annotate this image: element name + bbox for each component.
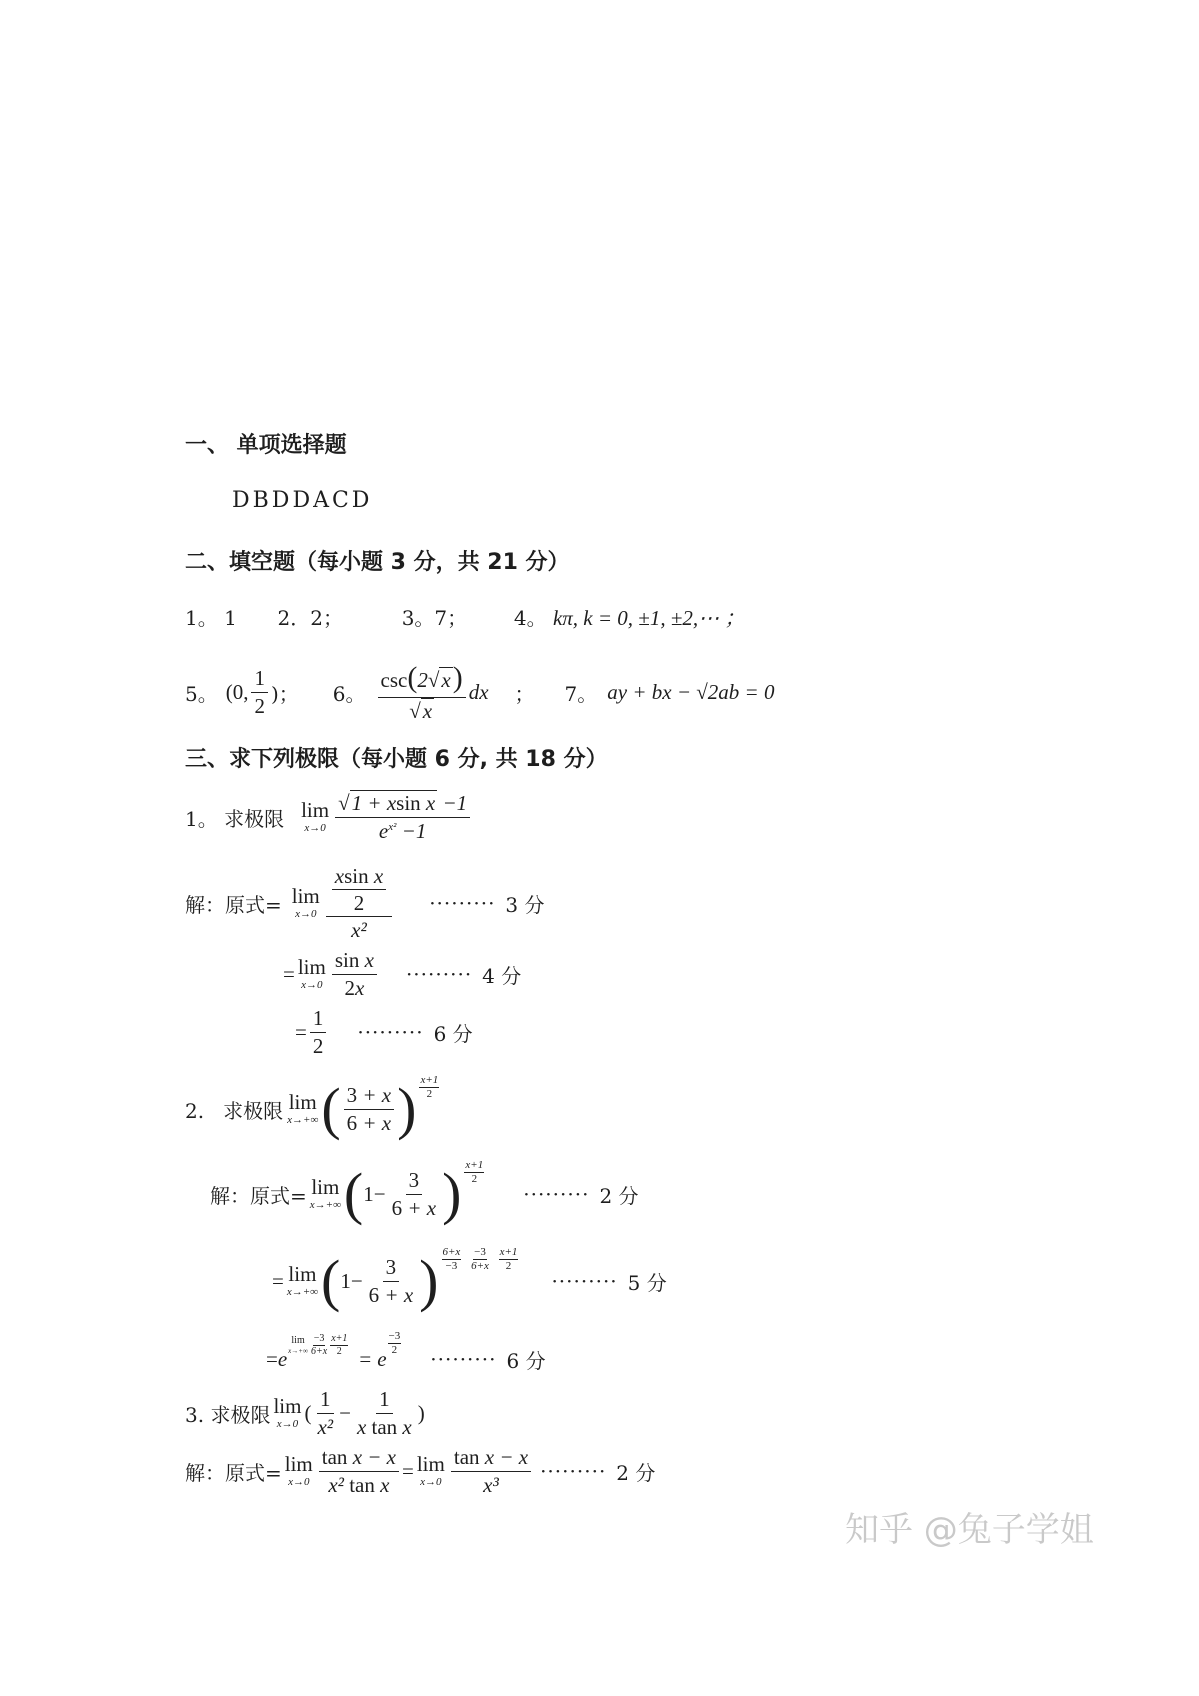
fill-5: 5。 xyxy=(185,681,218,706)
problem-3-label: 3. 求极限 xyxy=(185,1402,271,1427)
score-mark: 6 分 xyxy=(506,1348,546,1373)
solution-2-step-1: 解：原式= lim x→+∞ ( 1− $\frac{3}{6 + x}$ ) $\frac{x+1}{2}$ ········· 2 分 xyxy=(210,1158,639,1226)
fill-2: 2．2； xyxy=(277,606,343,630)
problem-2-label: 2. 求极限 xyxy=(185,1098,284,1123)
score-mark: 3 分 xyxy=(505,892,545,917)
score-mark: 2 分 xyxy=(599,1183,639,1208)
solution-3-step-1: 解：原式= lim x→0 $\frac{\text{tan x − x}}{\text{x² tan x}}$ = lim x→0 $\frac{\text{tan x − x}}{\text{x³}}$ ········· 2 分 xyxy=(185,1445,656,1497)
solution-1-step-2: = lim x→0 $\frac{\text{sin x}}{2x}$ ········· 4 分 xyxy=(283,948,522,1000)
problem-1-label: 1。 求极限 xyxy=(185,806,285,831)
fill-6-expr: $\frac{\csc(2√x)}{√x}$ xyxy=(378,661,466,723)
problem-2: 2. 求极限 lim x→+∞ ( $\frac{3 + x}{6 + x}$ ) $\frac{x+1}{2}$ xyxy=(185,1073,439,1141)
solution-1-step-3: = $\frac{1}{2}$ ········· 6 分 xyxy=(295,1006,473,1058)
watermark: 知乎 @兔子学姐 xyxy=(845,1510,1094,1550)
section-1-title: 一、 单项选择题 xyxy=(185,433,347,458)
solution-2-step-3: = e lim x→+∞ $\frac{-3}{6+x}$ $\frac{x+1}{2}$ = e $\frac{-3}{2}$ ········· 6 分 xyxy=(266,1329,546,1373)
fill-7: 7。 xyxy=(564,681,598,706)
solution-2-step-2: = lim x→+∞ ( 1− $\frac{3}{6 + x}$ ) $\frac{6+x}{-3}$ $\frac{-3}{6+x}$ $\frac{x+1}{2}$ ········· 5 分 xyxy=(272,1245,667,1313)
fill-3: 3。7； xyxy=(401,606,468,630)
fill-5-tail: )； xyxy=(270,681,299,706)
fill-1: 1。 1 xyxy=(185,606,237,630)
choice-answers: DBDDACD xyxy=(232,488,373,513)
solution-label-1: 解：原式= xyxy=(185,892,282,917)
score-mark: 6 分 xyxy=(433,1021,473,1046)
fill-4: 4。 xyxy=(513,606,547,630)
fill-5-fraction: $\frac{1}{2}$ xyxy=(251,666,268,717)
problem-1: 1。 求极限 lim x→0 $\frac{\text{√1 + xsin x −1}}{e^{x^2} -1}$ xyxy=(185,782,473,852)
section-2-title: 二、填空题（每小题 3 分，共 21 分） xyxy=(185,550,570,575)
fill-line-2: 5。 (0, $\frac{1}{2}$ )； 6。 $\frac{\csc(2√x)}{√x}$ dx ； 7。 ay + bx − √2ab = 0 xyxy=(185,661,775,723)
problem-3: 3. 求极限 lim x→0 ( $\frac{1}{\text{x²}}$ − $\frac{1}{\text{x tan x}}$ ) xyxy=(185,1387,425,1439)
fill-6: 6。 xyxy=(332,681,366,706)
score-mark: 5 分 xyxy=(627,1270,667,1295)
section-3-title: 三、求下列极限（每小题 6 分, 共 18 分） xyxy=(185,747,608,772)
solution-label-3: 解：原式= xyxy=(185,1460,282,1485)
score-mark: 4 分 xyxy=(482,963,522,988)
solution-1-step-1: 解：原式= lim x→0 $\frac{\frac{\text{xsin x}}{2}}{\text{x²}}$ ········· 3 分 xyxy=(185,863,545,943)
problem-1-expr: $\frac{\text{√1 + xsin x −1}}{e^{x^2} -1}$ xyxy=(335,791,470,842)
score-mark: 2 分 xyxy=(616,1460,656,1485)
fill-7-expr: ay + bx − √2ab = 0 xyxy=(607,679,775,704)
fill-4-expr: kπ, k = 0, ±1, ±2,⋯ ； xyxy=(552,606,746,630)
solution-label-2: 解：原式= xyxy=(210,1183,307,1208)
fill-line-1 xyxy=(185,602,745,632)
